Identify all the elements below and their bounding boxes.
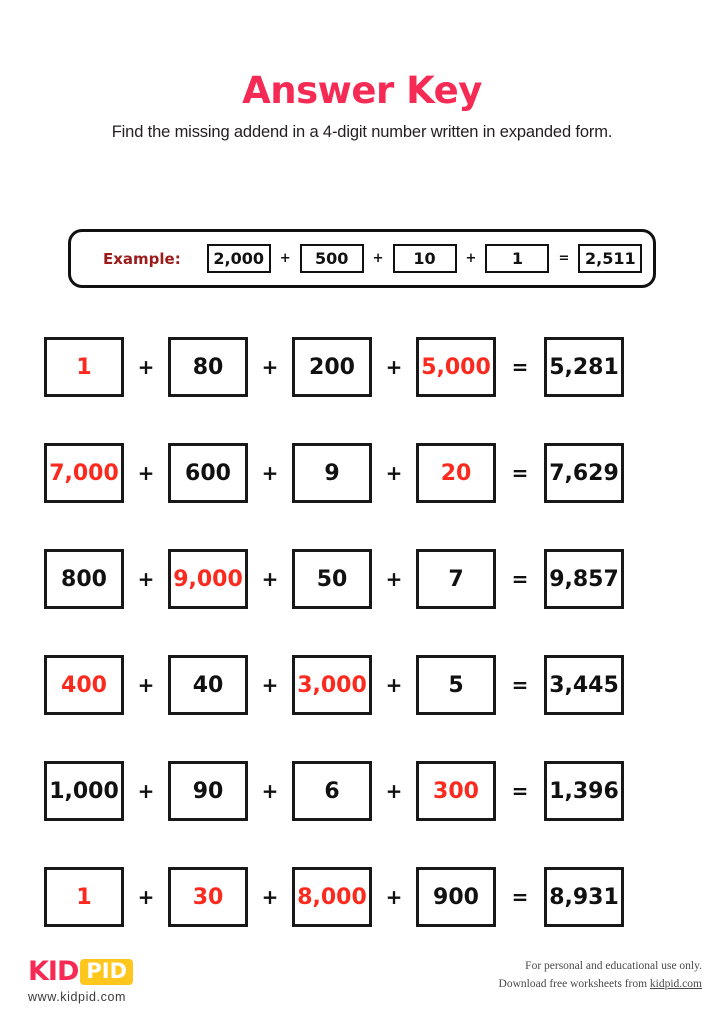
term-box[interactable]: 1,000 — [44, 761, 124, 821]
example-term-box: 2,000 — [207, 244, 271, 273]
answer-box[interactable]: 1 — [44, 867, 124, 927]
sum-box: 5,281 — [544, 337, 624, 397]
plus-operator: + — [385, 461, 403, 485]
term-box[interactable]: 90 — [168, 761, 248, 821]
example-term-box: 1 — [485, 244, 549, 273]
logo-kid-text: KID — [28, 956, 79, 987]
plus-operator: + — [385, 355, 403, 379]
plus-operator: + — [261, 885, 279, 909]
term-box[interactable]: 800 — [44, 549, 124, 609]
equals-operator: = — [511, 355, 529, 379]
plus-operator: + — [261, 779, 279, 803]
example-term-box: 500 — [300, 244, 364, 273]
problem-row — [0, 547, 724, 611]
term-box[interactable]: 200 — [292, 337, 372, 397]
plus-operator: + — [137, 885, 155, 909]
equals-operator: = — [511, 885, 529, 909]
equals-operator: = — [511, 461, 529, 485]
footer-note-line2 — [499, 976, 702, 994]
plus-operator: + — [385, 885, 403, 909]
sum-box: 9,857 — [544, 549, 624, 609]
example-panel — [68, 229, 656, 288]
page-subtitle: Find the missing addend in a 4-digit number written in expanded form. — [111, 122, 613, 141]
plus-operator: + — [261, 461, 279, 485]
kidpid-logo[interactable] — [28, 958, 133, 1004]
problem-row — [0, 335, 724, 399]
plus-operator: + — [385, 779, 403, 803]
logo-wordmark — [28, 958, 133, 985]
answer-box[interactable]: 7,000 — [44, 443, 124, 503]
sum-box: 8,931 — [544, 867, 624, 927]
plus-operator: + — [261, 355, 279, 379]
term-box[interactable]: 80 — [168, 337, 248, 397]
problem-row — [0, 865, 724, 929]
plus-operator: + — [372, 251, 384, 266]
plus-operator: + — [137, 461, 155, 485]
plus-operator: + — [385, 567, 403, 591]
answer-box[interactable]: 1 — [44, 337, 124, 397]
page-title: Answer Key — [242, 69, 482, 112]
answer-box[interactable]: 300 — [416, 761, 496, 821]
sum-box: 3,445 — [544, 655, 624, 715]
answer-box[interactable]: 3,000 — [292, 655, 372, 715]
answer-box[interactable]: 8,000 — [292, 867, 372, 927]
sum-box: 1,396 — [544, 761, 624, 821]
worksheet-footer — [0, 944, 724, 1016]
logo-pid-badge: PID — [80, 959, 133, 985]
term-box[interactable]: 5 — [416, 655, 496, 715]
term-box[interactable]: 900 — [416, 867, 496, 927]
problem-row — [0, 759, 724, 823]
answer-box[interactable]: 5,000 — [416, 337, 496, 397]
example-result-box: 2,511 — [578, 244, 642, 273]
logo-website-url: www.kidpid.com — [28, 990, 127, 1004]
sum-box: 7,629 — [544, 443, 624, 503]
term-box[interactable]: 6 — [292, 761, 372, 821]
answer-box[interactable]: 20 — [416, 443, 496, 503]
kidpid-link[interactable]: kidpid.com — [649, 978, 702, 991]
example-equation — [207, 244, 643, 273]
equals-operator: = — [511, 779, 529, 803]
plus-operator: + — [279, 251, 291, 266]
term-box[interactable]: 7 — [416, 549, 496, 609]
example-term-box: 10 — [393, 244, 457, 273]
footer-note — [499, 958, 702, 994]
footer-note-prefix: Download free worksheets from — [498, 978, 650, 991]
equals-operator: = — [558, 251, 570, 266]
plus-operator: + — [385, 673, 403, 697]
answer-box[interactable]: 30 — [168, 867, 248, 927]
equals-operator: = — [511, 567, 529, 591]
term-box[interactable]: 9 — [292, 443, 372, 503]
footer-note-line1: For personal and educational use only. — [525, 960, 702, 973]
plus-operator: + — [261, 567, 279, 591]
plus-operator: + — [137, 355, 155, 379]
example-label: Example: — [103, 249, 181, 268]
plus-operator: + — [137, 567, 155, 591]
problem-row — [0, 441, 724, 505]
equals-operator: = — [511, 673, 529, 697]
plus-operator: + — [261, 673, 279, 697]
term-box[interactable]: 40 — [168, 655, 248, 715]
answer-box[interactable]: 9,000 — [168, 549, 248, 609]
plus-operator: + — [465, 251, 477, 266]
term-box[interactable]: 50 — [292, 549, 372, 609]
problem-row — [0, 653, 724, 717]
plus-operator: + — [137, 673, 155, 697]
plus-operator: + — [137, 779, 155, 803]
answer-box[interactable]: 400 — [44, 655, 124, 715]
worksheet-header — [0, 0, 724, 142]
problem-list — [0, 335, 724, 971]
term-box[interactable]: 600 — [168, 443, 248, 503]
